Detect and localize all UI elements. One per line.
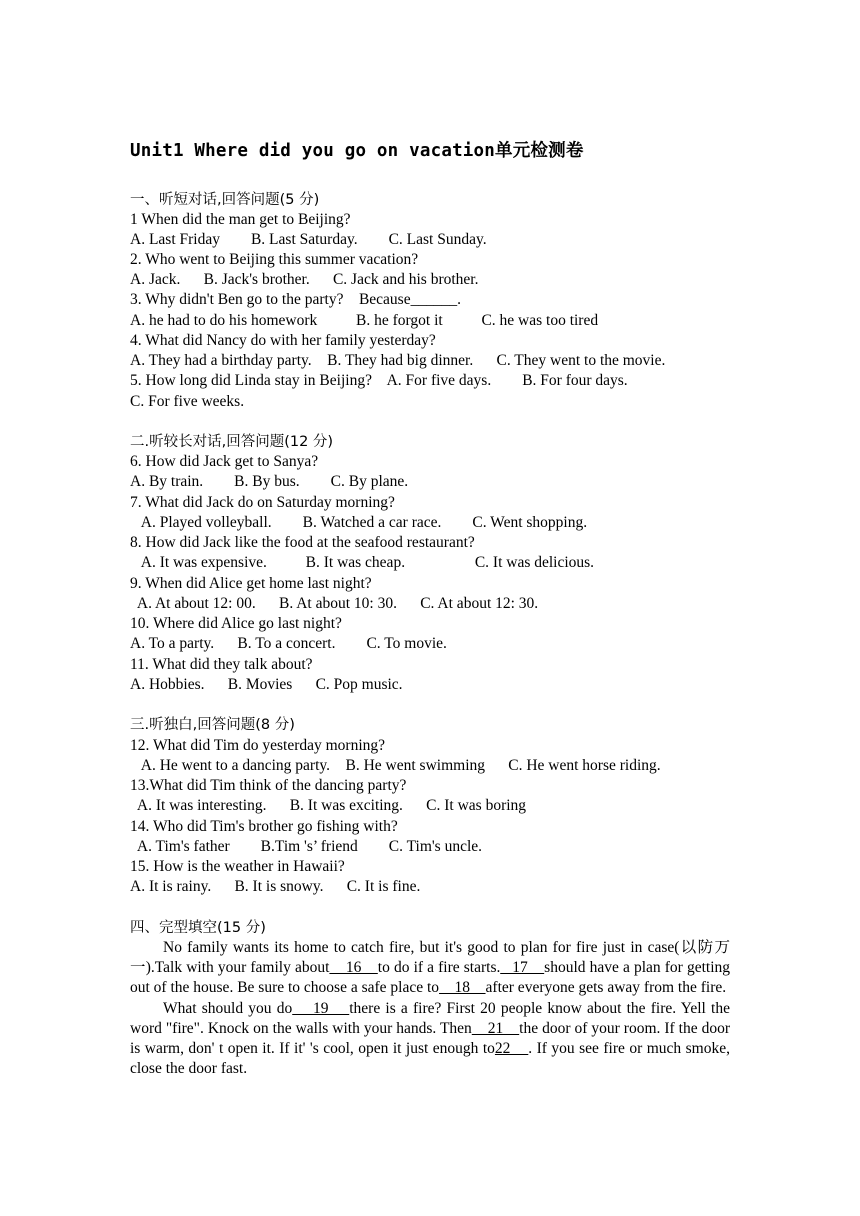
- passage-text: should have a plan for getting out of the house. Be sure to choose a safe place to: [130, 959, 731, 997]
- question-line: 3. Why didn't Ben go to the party? Because______.: [130, 291, 461, 308]
- options-line: A. Played volleyball. B. Watched a car race. C. Went shopping.: [130, 514, 588, 531]
- blank-22: 22: [494, 1040, 529, 1058]
- options-line: A. By train. B. By bus. C. By plane.: [130, 473, 409, 490]
- options-line: A. It was interesting. B. It was exciting. C. It was boring: [130, 797, 527, 814]
- passage-text: after everyone gets away from the fire.: [485, 979, 727, 997]
- blank-16: 16: [329, 959, 378, 977]
- passage-text: What should you do: [163, 999, 293, 1017]
- question-line: 10. Where did Alice go last night?: [130, 615, 342, 632]
- question-line: 15. How is the weather in Hawaii?: [130, 858, 345, 875]
- question-line: 8. How did Jack like the food at the seafood restaurant?: [130, 534, 475, 551]
- question-line: 11. What did they talk about?: [130, 656, 313, 673]
- question-line: 13.What did Tim think of the dancing party?: [130, 777, 407, 794]
- document-title: Unit1 Where did you go on vacation单元检测卷: [130, 141, 584, 161]
- blank-17: _ 17: [500, 959, 545, 977]
- options-line: A. To a party. B. To a concert. C. To movie.: [130, 635, 447, 652]
- question-line: 2. Who went to Beijing this summer vacation?: [130, 251, 419, 268]
- options-line: A. he had to do his homework B. he forgot it C. he was too tired: [130, 312, 599, 329]
- passage-text: . If you see fire or much smoke, close the door fast.: [130, 1040, 730, 1078]
- cloze-paragraph-2: [130, 999, 730, 1080]
- passage-text: to do if a fire starts.: [377, 959, 501, 977]
- blank-19: 19: [292, 999, 350, 1017]
- options-line: A. He went to a dancing party. B. He went swimming C. He went horse riding.: [130, 757, 661, 774]
- options-line: C. For five weeks.: [130, 393, 245, 410]
- question-line: 7. What did Jack do on Saturday morning?: [130, 494, 395, 511]
- options-line: A. It is rainy. B. It is snowy. C. It is fine.: [130, 878, 421, 895]
- options-line: A. They had a birthday party. B. They had big dinner. C. They went to the movie.: [130, 352, 666, 369]
- question-line: 9. When did Alice get home last night?: [130, 575, 372, 592]
- cloze-paragraph-1: [130, 938, 730, 999]
- section-heading-1: 一、听短对话,回答问题(5 分): [130, 192, 320, 208]
- passage-text: No family wants its home to catch fire, but it's good to plan for fire just in case(以防万一).Talk with your family about: [130, 939, 730, 977]
- question-line: 1 When did the man get to Beijing?: [130, 211, 351, 228]
- section-heading-3: 三.听独白,回答问题(8 分): [130, 717, 295, 733]
- blank-18: 18: [439, 979, 486, 997]
- section-heading-2: 二.听较长对话,回答问题(12 分): [130, 434, 334, 450]
- blank-21: 21: [471, 1019, 520, 1037]
- section-heading-4: 四、完型填空(15 分): [130, 920, 266, 936]
- options-line: A. Last Friday B. Last Saturday. C. Last Sunday.: [130, 231, 487, 248]
- passage-text: the door of your room. If the door is warm, don' t open it. If it' 's cool, open it just enough to: [130, 1019, 730, 1058]
- options-line: A. Tim's father B.Tim 's’ friend C. Tim's uncle.: [130, 838, 483, 855]
- question-line: 12. What did Tim do yesterday morning?: [130, 737, 386, 754]
- options-line: A. It was expensive. B. It was cheap. C. It was delicious.: [130, 554, 595, 571]
- question-line: 6. How did Jack get to Sanya?: [130, 453, 319, 470]
- question-line: 14. Who did Tim's brother go fishing with?: [130, 818, 398, 835]
- question-line: 4. What did Nancy do with her family yesterday?: [130, 332, 436, 349]
- question-line: 5. How long did Linda stay in Beijing? A. For five days. B. For four days.: [130, 372, 628, 389]
- passage-text: there is a fire? First 20 people know about the fire. Yell the word "fire". Knock on the walls with your hands. Then: [130, 999, 730, 1037]
- cloze-passage: [130, 938, 730, 1079]
- options-line: A. Hobbies. B. Movies C. Pop music.: [130, 676, 403, 693]
- options-line: A. Jack. B. Jack's brother. C. Jack and his brother.: [130, 271, 479, 288]
- options-line: A. At about 12: 00. B. At about 10: 30. C. At about 12: 30.: [130, 595, 539, 612]
